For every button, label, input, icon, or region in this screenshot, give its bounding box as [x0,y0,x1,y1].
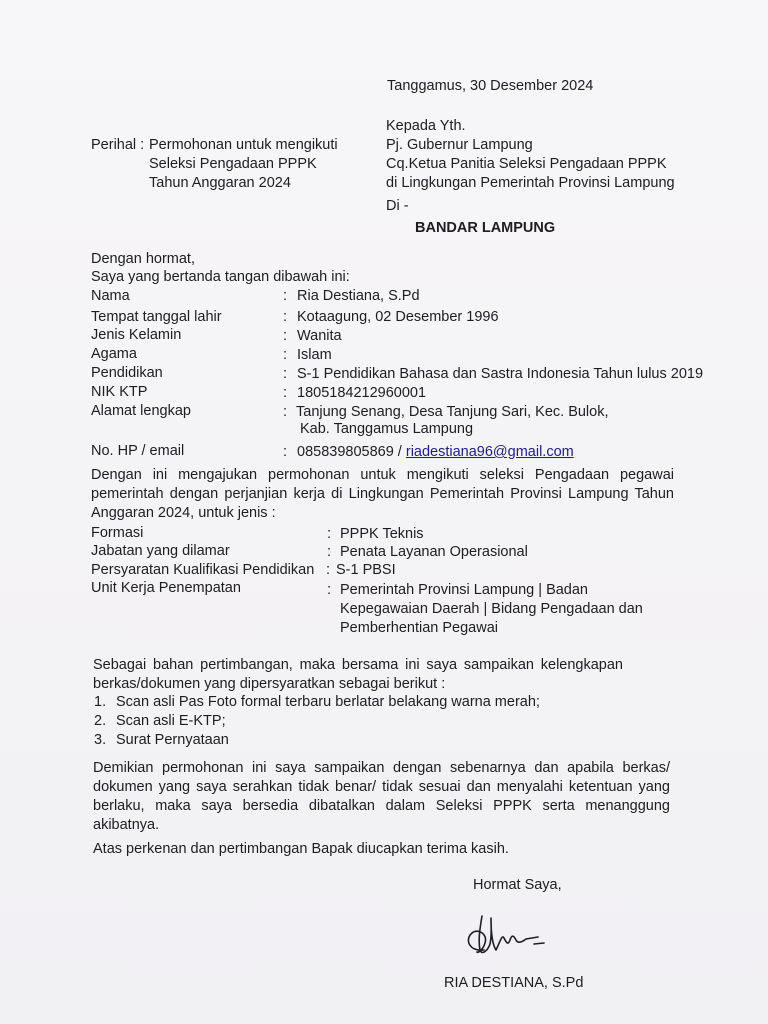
subject-line-3: Tahun Anggaran 2024 [149,175,291,191]
unit-value-2: Kepegawaian Daerah | Bidang Pengadaan dan [340,601,643,617]
signature [458,906,548,964]
colon: : [283,347,288,363]
attachments-intro: Sebagai bahan pertimbangan, maka bersama ini saya sampaikan kelengkapan berkas/dokumen yang dipersyaratkan sebagai berikut : [93,657,623,692]
agama-label: Agama [91,346,137,362]
colon: : [283,366,288,382]
attachment-text-3: Surat Pernyataan [116,732,229,748]
alamat-label: Alamat lengkap [91,403,191,419]
nik-value: 1805184212960001 [297,385,427,401]
agama-value: Islam [297,347,332,363]
attachment-num-3: 3. [94,732,107,748]
statement-paragraph: Demikian permohonan ini saya sampaikan dengan sebenarnya dan apabila berkas/ dokumen yang saya serahkan tidak benar/ tidak sesuai dan menyalahi ketentuan yang berlaku, maka saya bersedia dibatalkan dalam Seleksi PPPK serta menanggung akibatnya. [93,760,670,833]
subject-label: Perihal : [91,137,145,153]
unit-value-3: Pemberhentian Pegawai [340,620,498,636]
alamat-value-2: Kab. Tanggamus Lampung [300,421,474,437]
colon: : [327,582,332,598]
colon: : [283,328,288,344]
pendidikan-label: Pendidikan [91,365,163,381]
hp-label: No. HP / email [91,443,185,459]
attachment-text-1: Scan asli Pas Foto formal terbaru berlatar belakang warna merah; [116,694,540,710]
recipient-line-5: Di - [386,198,409,214]
recipient-line-2: Pj. Gubernur Lampung [386,137,533,153]
ttl-label: Tempat tanggal lahir [91,309,222,325]
closing-line: Atas perkenan dan pertimbangan Bapak diucapkan terima kasih. [93,841,509,857]
nama-value: Ria Destiana, S.Pd [297,288,420,304]
colon: : [283,309,288,325]
place-date: Tanggamus, 30 Desember 2024 [387,78,594,94]
jk-value: Wanita [297,328,342,344]
request-paragraph: Dengan ini mengajukan permohonan untuk mengikuti seleksi Pengadaan pegawai pemerintah dengan perjanjian kerja di Lingkungan Pemerintah Provinsi Lampung Tahun Anggaran 2024, untuk jenis : [91,467,674,521]
alamat-value-1: Tanjung Senang, Desa Tanjung Sari, Kec. Bulok, [296,404,609,420]
attachment-text-2: Scan asli E-KTP; [116,713,226,729]
greeting: Dengan hormat, [91,251,195,267]
nik-label: NIK KTP [91,384,148,400]
unit-value-1: Pemerintah Provinsi Lampung | Badan [340,582,588,598]
signer-name: RIA DESTIANA, S.Pd [444,975,584,991]
colon: : [327,526,332,542]
regards: Hormat Saya, [473,877,562,893]
recipient-line-3: Cq.Ketua Panitia Seleksi Pengadaan PPPK [386,156,667,172]
formasi-value: PPPK Teknis [340,526,424,542]
jk-label: Jenis Kelamin [91,327,182,343]
colon: : [283,404,288,420]
kualifikasi-value: S-1 PBSI [336,562,396,578]
email-link[interactable]: riadestiana96@gmail.com [405,444,574,460]
recipient-line-1: Kepada Yth. [386,118,466,134]
formasi-label: Formasi [91,525,144,541]
nama-label: Nama [91,288,130,304]
unit-label: Unit Kerja Penempatan [91,580,241,596]
colon: : [283,385,288,401]
intro: Saya yang bertanda tangan dibawah ini: [91,269,350,285]
colon: : [326,562,331,578]
jabatan-label: Jabatan yang dilamar [91,543,230,559]
kualifikasi-label: Persyaratan Kualifikasi Pendidikan [91,562,315,578]
colon: : [283,288,288,304]
jabatan-value: Penata Layanan Operasional [340,544,528,560]
recipient-line-4: di Lingkungan Pemerintah Provinsi Lampung [386,175,675,191]
colon: : [283,444,288,460]
recipient-city: BANDAR LAMPUNG [415,220,556,236]
attachment-num-1: 1. [94,694,107,710]
subject-line-1: Permohonan untuk mengikuti [149,137,338,153]
pendidikan-value: S-1 Pendidikan Bahasa dan Sastra Indonesia Tahun lulus 2019 [297,366,704,382]
ttl-value: Kotaagung, 02 Desember 1996 [297,309,499,325]
subject-line-2: Seleksi Pengadaan PPPK [149,156,317,172]
attachment-num-2: 2. [94,713,107,729]
hp-email-value [297,443,574,461]
colon: : [327,544,332,560]
hp-value: 085839805869 / [297,444,406,460]
